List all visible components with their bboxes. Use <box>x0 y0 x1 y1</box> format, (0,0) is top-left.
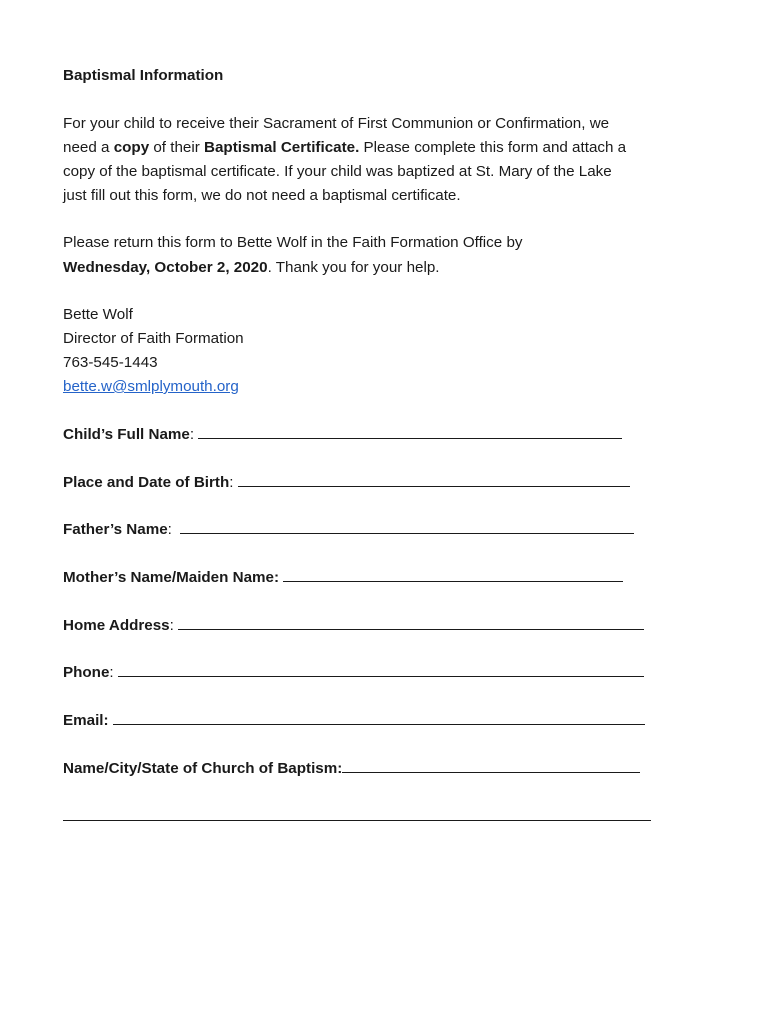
contact-phone: 763-545-1443 <box>63 354 158 371</box>
intro-line-3: copy of the baptismal certificate. If your child was baptized at St. Mary of the Lake <box>63 163 612 180</box>
return-note-line-1: Please return this form to Bette Wolf in the Faith Formation Office by <box>63 234 523 251</box>
contact-name: Bette Wolf <box>63 306 133 323</box>
contact-email-link[interactable]: bette.w@smlplymouth.org <box>63 378 239 395</box>
field-church[interactable]: Name/City/State of Church of Baptism: <box>63 758 640 779</box>
intro-line-1: For your child to receive their Sacrament of First Communion or Confirmation, we <box>63 115 610 132</box>
mother-name-blank[interactable] <box>283 567 623 582</box>
address-blank[interactable] <box>178 615 644 630</box>
field-phone[interactable]: Phone: <box>63 662 644 683</box>
father-name-blank[interactable] <box>180 519 634 534</box>
field-child-name[interactable]: Child’s Full Name: <box>63 424 622 445</box>
field-birth[interactable]: Place and Date of Birth: <box>63 472 630 493</box>
form-heading: Baptismal Information <box>63 67 224 84</box>
field-mother[interactable]: Mother’s Name/Maiden Name: <box>63 567 623 588</box>
phone-blank[interactable] <box>118 662 644 677</box>
email-blank[interactable] <box>113 710 645 725</box>
church-blank-line-2[interactable] <box>63 806 651 821</box>
church-blank[interactable] <box>342 758 640 773</box>
contact-title: Director of Faith Formation <box>63 330 244 347</box>
birth-blank[interactable] <box>238 472 630 487</box>
field-email[interactable]: Email: <box>63 710 645 731</box>
intro-line-4: just fill out this form, we do not need a baptismal certificate. <box>63 187 461 204</box>
intro-line-2: need a copy of their Baptismal Certificate. Please complete this form and attach a <box>63 139 627 156</box>
field-father[interactable]: Father’s Name: <box>63 519 634 540</box>
child-name-blank[interactable] <box>198 424 622 439</box>
return-note-line-2: Wednesday, October 2, 2020. Thank you for your help. <box>63 259 440 276</box>
deadline-date: Wednesday, October 2, 2020 <box>63 259 268 276</box>
field-address[interactable]: Home Address: <box>63 615 644 636</box>
